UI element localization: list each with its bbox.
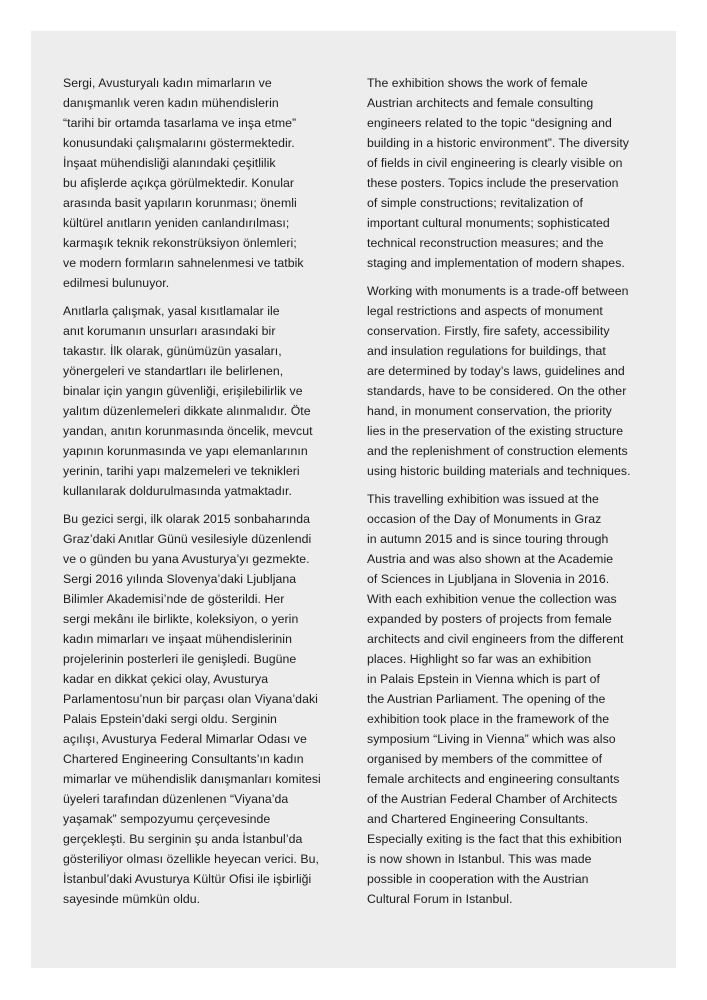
text-line: in Palais Epstein in Vienna which is part of [367,672,601,686]
paragraph [63,301,349,501]
text-line: important cultural monuments; sophisticated [367,216,610,230]
text-line: binalar için yangın güvenliği, erişilebilirlik ve [63,384,303,398]
text-line: Especially exiting is the fact that this exhibition [367,832,622,846]
text-line: kullanılarak doldurulmasında yatmaktadır. [63,484,292,498]
text-line: are determined by today’s laws, guidelines and [367,364,625,378]
text-line: İstanbul’daki Avusturya Kültür Ofisi ile işbirliği [63,872,312,886]
text-line: With each exhibition venue the collection was [367,592,617,606]
text-line: Palais Epstein’daki sergi oldu. Serginin [63,712,277,726]
text-line: and insulation regulations for buildings, that [367,344,606,358]
text-line: Austrian architects and female consulting [367,96,594,110]
text-line: standards, have to be considered. On the other [367,384,627,398]
text-line: kültürel anıtların yeniden canlandırılması; [63,216,290,230]
text-line: Sergi, Avusturyalı kadın mimarların ve [63,76,272,90]
text-line: of the Austrian Federal Chamber of Architects [367,792,618,806]
text-line: kadın mimarları ve inşaat mühendislerinin [63,632,292,646]
text-line: Sergi 2016 yılında Slovenya’daki Ljubljana [63,572,297,586]
text-line: Austria and was also shown at the Academie [367,552,614,566]
text-line: açılışı, Avusturya Federal Mimarlar Odası ve [63,732,307,746]
paragraph [367,281,651,481]
text-line: using historic building materials and techniques. [367,464,631,478]
text-line: expanded by posters of projects from female [367,612,612,626]
text-line: hand, in monument conservation, the priority [367,404,612,418]
english-text-column [367,73,651,917]
turkish-text-column [63,73,349,917]
text-line: possible in cooperation with the Austrian [367,872,589,886]
text-line: anıt korumanın unsurları arasındaki bir [63,324,276,338]
text-line: Bu gezici sergi, ilk olarak 2015 sonbaharında [63,512,310,526]
text-line: places. Highlight so far was an exhibition [367,652,592,666]
text-line: occasion of the Day of Monuments in Graz [367,512,602,526]
paragraph [367,489,651,909]
text-line: architects and civil engineers from the different [367,632,624,646]
text-line: bu afişlerde açıkça görülmektedir. Konular [63,176,295,190]
text-line: sergi mekânı ile birlikte, koleksiyon, o yerin [63,612,299,626]
text-line: yaşamak” sempozyumu çerçevesinde [63,812,271,826]
text-line: üyeleri tarafından düzenlenen “Viyana’da [63,792,289,806]
text-line: ve o günden bu yana Avusturya’yı gezmekte. [63,552,310,566]
text-line: karmaşık teknik rekonstrüksiyon önlemleri; [63,236,297,250]
text-line: danışmanlık veren kadın mühendislerin [63,96,279,110]
text-line: yalıtım düzenlemeleri dikkate alınmalıdır. Öte [63,404,311,418]
text-line: and Chartered Engineering Consultants. [367,812,589,826]
text-line: staging and implementation of modern shapes. [367,256,625,270]
text-line: in autumn 2015 and is since touring through [367,532,609,546]
text-line: Parlamentosu’nun bir parçası olan Viyana’daki [63,692,318,706]
text-line: yapının korunmasında ve yapı elemanlarının [63,444,308,458]
text-line: Working with monuments is a trade-off between [367,284,629,298]
text-line: Chartered Engineering Consultants’ın kadın [63,752,304,766]
text-line: takastır. İlk olarak, günümüzün yasaları, [63,344,282,358]
text-line: gerçekleşti. Bu serginin şu anda İstanbul’da [63,832,303,846]
paragraph [367,73,651,273]
text-line: symposium “Living in Vienna” which was also [367,732,616,746]
text-line: arasında basit yapıların korunması; önemli [63,196,297,210]
text-line: yerinin, tarihi yapı malzemeleri ve teknikleri [63,464,300,478]
text-line: mimarlar ve mühendislik danışmanları komitesi [63,772,321,786]
text-line: lies in the preservation of the existing structure [367,424,624,438]
text-line: of simple constructions; revitalization of [367,196,584,210]
text-line: projelerinin posterleri ile genişledi. Bugüne [63,652,297,666]
text-line: sayesinde mümkün oldu. [63,892,201,906]
text-line: This travelling exhibition was issued at the [367,492,599,506]
text-line: building in a historic environment”. The diversity [367,136,629,150]
text-line: ve modern formların sahnelenmesi ve tatbik [63,256,304,270]
text-line: kadar en dikkat çekici olay, Avusturya [63,672,269,686]
document-page [31,31,676,968]
text-line: Bilimler Akademisi’nde de gösterildi. Her [63,592,285,606]
text-line: organised by members of the committee of [367,752,603,766]
text-line: of Sciences in Ljubljana in Slovenia in 2016. [367,572,610,586]
text-line: Graz’daki Anıtlar Günü vesilesiyle düzenlendi [63,532,312,546]
text-line: Cultural Forum in Istanbul. [367,892,513,906]
text-line: edilmesi bulunuyor. [63,276,170,290]
text-line: konusundaki çalışmalarını göstermektedir. [63,136,295,150]
text-line: yandan, anıtın korunmasında öncelik, mevcut [63,424,313,438]
text-line: engineers related to the topic “designing and [367,116,612,130]
text-line: “tarihi bir ortamda tasarlama ve inşa etme” [63,116,297,130]
text-line: the Austrian Parliament. The opening of the [367,692,606,706]
text-line: female architects and engineering consultants [367,772,620,786]
text-line: of fields in civil engineering is clearly visible on [367,156,623,170]
text-line: these posters. Topics include the preservation [367,176,619,190]
text-line: Anıtlarla çalışmak, yasal kısıtlamalar ile [63,304,280,318]
text-line: The exhibition shows the work of female [367,76,588,90]
paragraph [63,509,349,909]
text-line: legal restrictions and aspects of monument [367,304,603,318]
text-line: İnşaat mühendisliği alanındaki çeşitlilik [63,156,276,170]
text-line: technical reconstruction measures; and the [367,236,604,250]
text-line: yönergeleri ve standartları ile belirlenen, [63,364,284,378]
text-line: and the replenishment of construction elements [367,444,628,458]
text-line: exhibition took place in the framework of the [367,712,610,726]
text-line: conservation. Firstly, fire safety, accessibility [367,324,610,338]
paragraph [63,73,349,293]
text-line: gösteriliyor olması özellikle heyecan verici. Bu, [63,852,320,866]
text-line: is now shown in Istanbul. This was made [367,852,592,866]
